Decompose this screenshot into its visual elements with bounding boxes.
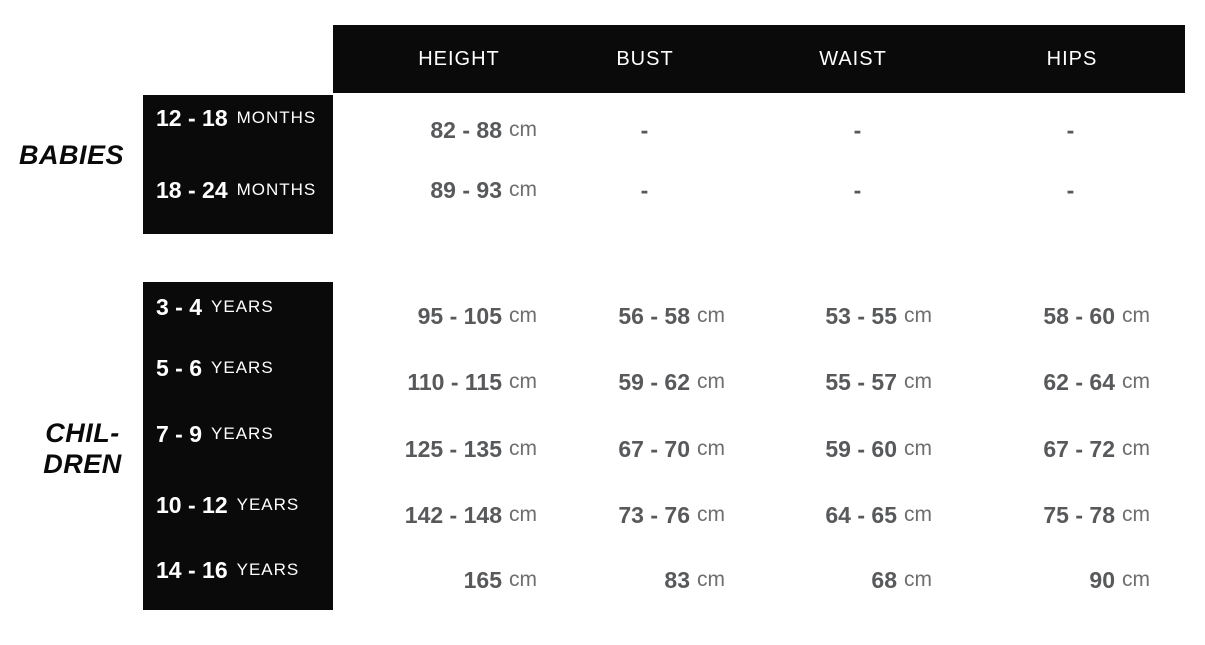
bust-cell (546, 562, 759, 598)
height-cell (333, 431, 546, 467)
unit: cm (904, 437, 932, 460)
size-range: 14 - 16 (156, 556, 228, 583)
table-row (333, 298, 1185, 334)
size-row (156, 100, 329, 136)
table-row (333, 172, 1185, 208)
size-range: 5 - 6 (156, 354, 203, 381)
height-cell (333, 497, 546, 533)
value: 75 - 78 (1043, 501, 1115, 528)
height-cell (333, 298, 546, 334)
section-label-text: BABIES (18, 140, 124, 170)
value: 67 - 70 (618, 435, 690, 462)
table-row (333, 112, 1185, 148)
bust-cell (546, 298, 759, 334)
bust-cell (546, 364, 759, 400)
value: 73 - 76 (618, 501, 690, 528)
value: 82 - 88 (430, 116, 502, 143)
size-unit: YEARS (211, 358, 274, 377)
column-header-bust: BUST (616, 48, 674, 70)
size-row (156, 289, 329, 325)
hips-cell (972, 298, 1185, 334)
unit: cm (509, 370, 537, 393)
size-range: 12 - 18 (156, 104, 228, 131)
unit: cm (697, 304, 725, 327)
value: 165 (463, 566, 502, 593)
value: 68 (871, 566, 897, 593)
table-header (333, 25, 1185, 93)
column-header-waist: WAIST (819, 48, 887, 70)
section-label-text: DREN (43, 449, 122, 479)
height-cell (333, 112, 546, 148)
size-range: 18 - 24 (156, 176, 228, 203)
unit: cm (509, 437, 537, 460)
size-unit: MONTHS (236, 108, 317, 127)
unit: cm (904, 304, 932, 327)
bust-cell (546, 431, 759, 467)
size-row (156, 487, 329, 523)
size-unit: MONTHS (236, 180, 317, 199)
value: 64 - 65 (825, 501, 897, 528)
size-unit: YEARS (236, 560, 300, 579)
value: - (640, 176, 649, 203)
waist-cell (759, 298, 972, 334)
value: 67 - 72 (1043, 435, 1115, 462)
size-row (156, 172, 329, 208)
value: - (853, 116, 862, 143)
babies-size-box (143, 95, 333, 234)
size-row (156, 552, 329, 588)
unit: cm (509, 118, 537, 141)
section-label-babies (0, 140, 143, 171)
value: 62 - 64 (1043, 368, 1115, 395)
size-range: 10 - 12 (156, 491, 228, 518)
value: 125 - 135 (404, 435, 502, 462)
unit: cm (1122, 437, 1150, 460)
value: 90 (1089, 566, 1115, 593)
size-range: 3 - 4 (156, 293, 203, 320)
unit: cm (697, 370, 725, 393)
value: 53 - 55 (825, 302, 897, 329)
value: 55 - 57 (825, 368, 897, 395)
value: 58 - 60 (1043, 302, 1115, 329)
waist-cell (759, 497, 972, 533)
waist-cell (759, 172, 972, 208)
value: 59 - 62 (618, 368, 690, 395)
value: 89 - 93 (430, 176, 502, 203)
size-unit: YEARS (211, 297, 274, 316)
hips-cell (972, 562, 1185, 598)
table-row (333, 562, 1185, 598)
unit: cm (904, 503, 932, 526)
height-cell (333, 562, 546, 598)
table-row (333, 497, 1185, 533)
unit: cm (1122, 568, 1150, 591)
waist-cell (759, 562, 972, 598)
hips-cell (972, 172, 1185, 208)
unit: cm (697, 568, 725, 591)
size-range: 7 - 9 (156, 420, 203, 447)
bust-cell (546, 112, 759, 148)
unit: cm (1122, 503, 1150, 526)
value: - (853, 176, 862, 203)
value: 83 (664, 566, 690, 593)
value: 59 - 60 (825, 435, 897, 462)
value: - (640, 116, 649, 143)
table-row (333, 364, 1185, 400)
height-cell (333, 172, 546, 208)
unit: cm (509, 568, 537, 591)
value: - (1066, 116, 1075, 143)
unit: cm (509, 503, 537, 526)
table-row (333, 431, 1185, 467)
waist-cell (759, 431, 972, 467)
section-label-children (30, 418, 135, 480)
hips-cell (972, 112, 1185, 148)
column-header-height: HEIGHT (418, 48, 500, 70)
size-row (156, 350, 329, 386)
section-label-text: CHIL- (45, 418, 120, 448)
value: 142 - 148 (404, 501, 502, 528)
waist-cell (759, 112, 972, 148)
unit: cm (904, 370, 932, 393)
value: 56 - 58 (618, 302, 690, 329)
value: 95 - 105 (417, 302, 502, 329)
unit: cm (509, 178, 537, 201)
size-unit: YEARS (211, 424, 274, 443)
unit: cm (697, 437, 725, 460)
unit: cm (904, 568, 932, 591)
hips-cell (972, 497, 1185, 533)
unit: cm (1122, 370, 1150, 393)
children-size-box (143, 282, 333, 610)
size-row (156, 416, 329, 452)
value: 110 - 115 (407, 368, 502, 395)
bust-cell (546, 497, 759, 533)
value: - (1066, 176, 1075, 203)
unit: cm (697, 503, 725, 526)
bust-cell (546, 172, 759, 208)
height-cell (333, 364, 546, 400)
hips-cell (972, 431, 1185, 467)
size-unit: YEARS (236, 495, 300, 514)
unit: cm (509, 304, 537, 327)
column-header-hips: HIPS (1046, 48, 1098, 70)
hips-cell (972, 364, 1185, 400)
unit: cm (1122, 304, 1150, 327)
waist-cell (759, 364, 972, 400)
